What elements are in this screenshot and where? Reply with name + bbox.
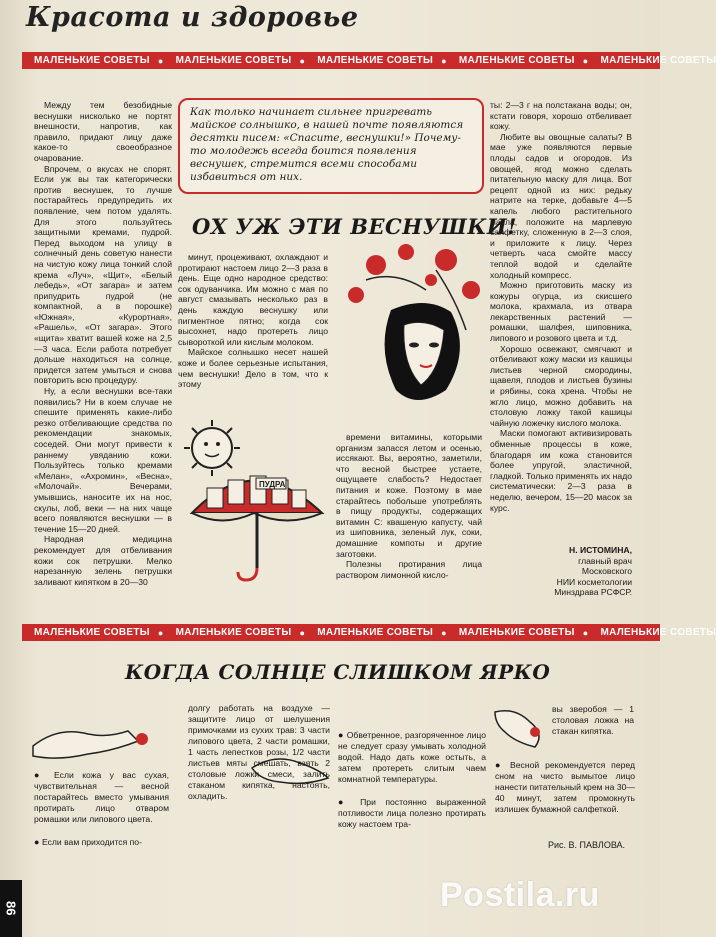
flowers-icon — [348, 244, 480, 303]
paragraph: Ну, а если веснушки все-таки появились? Ни в коем случае не спешите применять какие-либо резко отбеливающие средства по рекомендации знакомых, соседей. Они могут привести к раннему увяданию кожи. Пользуйтесь только кремами «Мелан», «Ахромин», «Весна», «Молочай». Вечерами, умывшись, наносите их на нос, скулы, лоб, веки — на них чаще всего появляются веснушки — в течение 15—20 дней. — [34, 386, 172, 534]
tip-item: ● Весной рекомендуется перед сном на чисто вымытое лицо нанести питательный крем на 30—40 минут, затем промокнуть излишек бумажной салфеткой. — [495, 760, 635, 815]
paragraph: Народная медицина рекомендует для отбеливания кожи сок петрушки. Мелко нарезанную зелень петрушки заливают кипятком в 20—30 — [34, 534, 172, 587]
paragraph: Между тем безобидные веснушки нисколько не портят внешности, напротив, как правило, придают лицу даже какое-то своеобразное очарование. — [34, 100, 172, 163]
watermark: Postila.ru — [440, 876, 600, 914]
tips-column-4-top — [552, 704, 634, 749]
tip-item: ● Если кожа у вас сухая, чувствительная — весной постарайтесь вместо умывания протирать лицо отваром ромашки или липового цвета. — [34, 770, 169, 825]
paragraph: Хорошо освежают, смягчают и отбеливают кожу маски из кашицы листьев черной смородины, щавеля, плодов и листьев бузины и рябины, сока хрена. Чтобы не жгло лицо, можно добавить на столовую ложку такой кашицы чайную ложечку кислого молока. — [490, 343, 632, 428]
ribbon-bottom: МАЛЕНЬКИЕ СОВЕТЫ ● МАЛЕНЬКИЕ СОВЕТЫ ● МАЛЕНЬКИЕ СОВЕТЫ ● МАЛЕНЬКИЕ СОВЕТЫ ● МАЛЕНЬКИЕ СОВЕТЫ — [22, 624, 660, 641]
column-2-top — [178, 252, 328, 390]
column-2-bottom — [336, 432, 482, 580]
ribbon-top: МАЛЕНЬКИЕ СОВЕТЫ ● МАЛЕНЬКИЕ СОВЕТЫ ● МАЛЕНЬКИЕ СОВЕТЫ ● МАЛЕНЬКИЕ СОВЕТЫ ● МАЛЕНЬКИЕ СОВЕТЫ — [22, 52, 660, 69]
illustration-credit: Рис. В. ПАВЛОВА. — [548, 840, 626, 850]
drop-icon — [136, 733, 148, 745]
hand-illustration-3 — [490, 702, 550, 752]
tips-column-2 — [188, 703, 330, 814]
paragraph: ты: 2—3 г на полстакана воды; он, кстати говоря, хорошо отбеливает кожу. — [490, 100, 632, 132]
section-title: Красота и здоровье — [26, 2, 359, 33]
article-headline: ОХ УЖ ЭТИ ВЕСНУШКИ! — [192, 214, 517, 239]
tips-column-4 — [495, 760, 635, 827]
tip-item: долгу работать на воздухе — защитите лицо от шелушения примочками из сухих трав: 3 части липового цвета, 2 части ромашки, 1 часть лепестков розы, 1/2 части листьев мяты смешать, взять 2 столовые ложки смеси, залить стаканом кипятка, настоять, охладить. — [188, 703, 330, 801]
tips-headline: КОГДА СОЛНЦЕ СЛИШКОМ ЯРКО — [125, 660, 551, 684]
paragraph: Любите вы овощные салаты? В мае уже появляются первые плоды садов и огородов. Из овощей, ягод можно сделать питательную маску для лица. Вот рецепт одной из них: редьку натрите на терке, добавьте 4—5 капель любого растительного масла, положите на марлевую салфетку, сложенную в 2—3 слоя, и приложите к лицу. Через четверть часа смойте массу теплой водой и сделайте холодный компресс. — [490, 131, 632, 280]
column-1 — [34, 100, 172, 587]
hand-illustration-1 — [28, 706, 168, 766]
woman-face-icon — [385, 303, 460, 400]
badge-text: ПУДРА — [259, 480, 286, 489]
paragraph: Майское солнышко несет нашей коже и более серьезные испытания, чем веснушки! Дело в том, что к этому — [178, 347, 328, 390]
column-3 — [490, 100, 632, 513]
sun-umbrella-illustration — [172, 418, 337, 588]
tip-item: ● При постоянно выраженной потливости лица полезно протирать кожу настоем тра- — [338, 797, 486, 830]
umbrella-icon — [192, 476, 322, 580]
paragraph: Полезны протирания лица раствором лимонной кисло- — [336, 559, 482, 580]
tips-column-3 — [338, 730, 486, 842]
tip-item: ● Обветренное, разгоряченное лицо не следует сразу умывать холодной водой. Надо дать коже остыть, а затем протереть слитым чаем комнатной температуры. — [338, 730, 486, 785]
paragraph: Впрочем, о вкусах не спорят. Если уж вы так категорически против веснушек, то лучше постарайтесь предупредить их появление, чем потом удалять. Для этого пользуйтесь защитными кремами, пудрой. Перед выходом на улицу в солнечный день советую нанести на чистую кожу лица тонкий слой крема «Луч», «Щит», «Белый лебедь», «От загара» и затем припудрить пудрой (не компактной, а в порошке) «Южная», «Курортная», «Рашель», «От загара». Этого «щита» хватит вашей коже на 2,5—3 часа. Если работа потребует дольше находиться на солнце, придется затем умыться и снова повторить всю процедуру. — [34, 163, 172, 386]
drop-icon — [530, 727, 540, 737]
author-signature: Н. ИСТОМИНА, главный врач Московского НИИ косметологии Минздрава РСФСР. — [554, 545, 632, 598]
intro-text: Как только начинает сильнее пригревать майское солнышко, в нашей почте появляются десятки писем: «Спасите, веснушки!» Почему-то молодежь всегда боится появления веснушек, стремится всеми способами избавиться от них. — [190, 106, 464, 183]
paragraph: Можно приготовить маску из кожуры огурца, из скисшего молока, крахмала, из отвара лекарственных растений — ромашки, шалфея, шиповника, липового и розового цвета и т.д. — [490, 280, 632, 344]
tips-column-1 — [34, 770, 169, 860]
paragraph: Маски помогают активизировать обменные процессы в коже, благодаря им кожа становится более упругой, эластичной, гладкой. Только применять их надо систематически: 2—3 раза в неделю, вечером, 15—20 масок за курс. — [490, 428, 632, 513]
paragraph: минут, процеживают, охлаждают и протирают настоем лицо 2—3 раза в день. Еще одно народное средство: сок одуванчика. Им можно с мая по август смазывать несколько раз в день каждую веснушку или пигментное пятно; когда сок высохнет, надо протереть лицо сывороткой или кислым молоком. — [178, 252, 328, 347]
tip-item: вы зверобоя — 1 столовая ложка на стакан кипятка. — [552, 704, 634, 736]
tip-item: ● Если вам приходится по- — [34, 837, 169, 848]
woman-portrait-illustration — [336, 240, 486, 422]
sun-icon — [184, 420, 240, 476]
page-number: 86 — [0, 880, 22, 937]
paragraph: времени витамины, которыми организм запасся летом и осенью, иссякают. Вы, вероятно, заметили, что весной быстрее устаете, ощущаете слабость? Недостает питания и коже. Поэтому в мае старайтесь побольше употреблять в пищу продукты, содержащих витамин С: квашеную капусту, чай из шиповника, зеленый лук, соки, домашние компоты и другие заготовки. — [336, 432, 482, 559]
